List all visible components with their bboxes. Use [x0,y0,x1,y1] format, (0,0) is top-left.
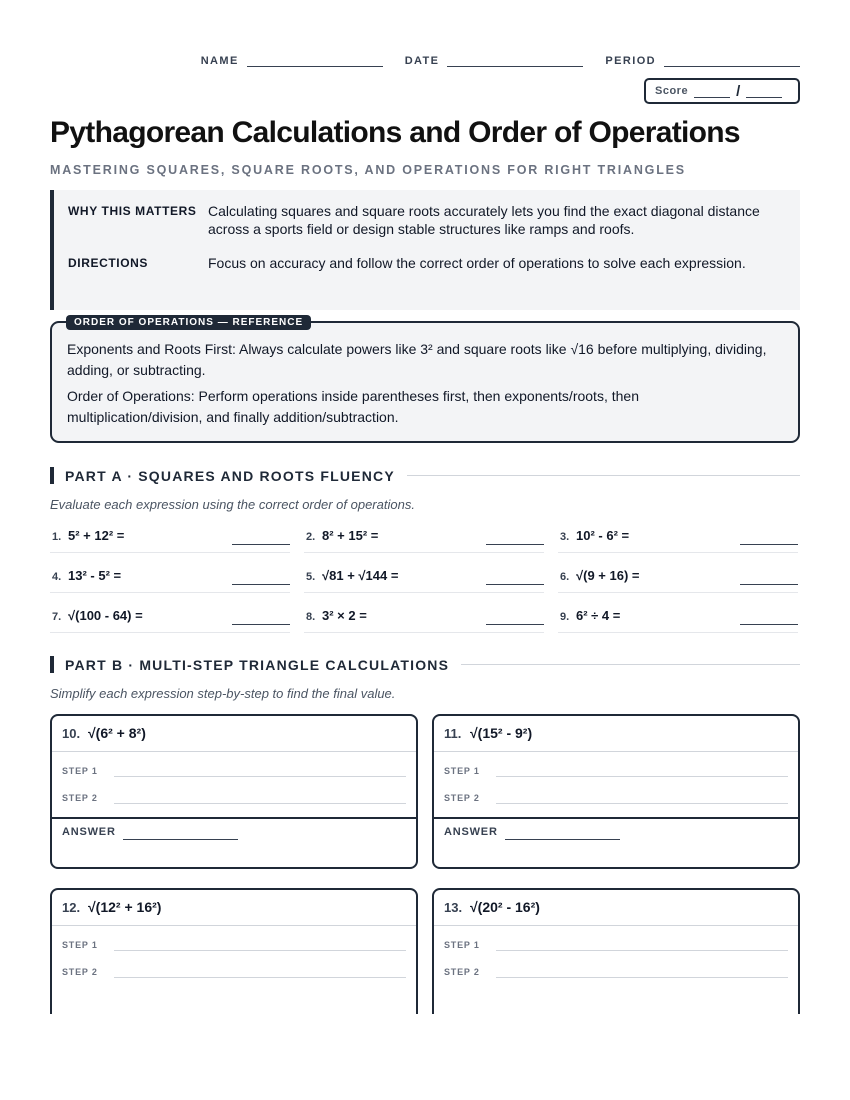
why-text: Calculating squares and square roots accurately lets you find the exact diagonal distance across a sports field or design stable structures like ramps and roofs. [208,203,760,237]
problem-number: 4. [52,571,62,583]
problem-number: 7. [52,611,62,623]
step-label: STEP 2 [62,793,98,803]
step-2-blank[interactable] [114,803,406,804]
card-header [434,716,798,752]
card-number: 10. [62,726,81,741]
step-2-row [62,791,406,807]
answer-blank[interactable] [740,544,798,545]
reference-paragraph-2: Order of Operations: Perform operations inside parentheses first, then exponents/roots, then multiplication/division, and finally addition/subtraction. [67,388,639,425]
problem-card [432,714,800,869]
answer-blank[interactable] [486,584,544,585]
period-blank[interactable] [664,52,800,67]
card-expression: √(15² - 9²) [470,725,533,741]
card-number: 13. [444,900,463,915]
problem-number: 9. [560,611,570,623]
card-expression: √(6² + 8²) [88,725,146,741]
problem-expression: 13² - 5² = [68,568,122,583]
problem-expression: √(9 + 16) = [576,568,640,583]
step-1-blank[interactable] [114,776,406,777]
score-label: Score [655,85,689,97]
name-blank[interactable] [247,52,383,67]
problem-number: 1. [52,531,62,543]
page-subtitle: MASTERING SQUARES, SQUARE ROOTS, AND OPERATIONS FOR RIGHT TRIANGLES [50,163,686,177]
answer-blank[interactable] [232,624,290,625]
step-label: STEP 2 [444,793,480,803]
directions-label: DIRECTIONS [68,256,149,270]
card-expression: √(12² + 16²) [88,899,162,915]
answer-row [434,817,798,869]
score-earned-blank[interactable] [694,85,730,98]
part-a-header [50,467,800,484]
student-info-fields [201,52,800,67]
problem-item [304,600,544,633]
section-bar [50,467,54,484]
step-label: STEP 1 [62,940,98,950]
problem-item [304,520,544,553]
score-slash: / [736,82,741,100]
step-label: STEP 1 [444,766,480,776]
step-1-blank[interactable] [496,950,788,951]
card-number: 12. [62,900,81,915]
card-header [52,716,416,752]
problem-expression: 6² ÷ 4 = [576,608,621,623]
part-b-instructions: Simplify each expression step-by-step to find the final value. [50,686,396,701]
period-label: PERIOD [605,55,656,67]
problem-item [558,520,798,553]
name-label: NAME [200,55,239,67]
problem-expression: 8² + 15² = [322,528,379,543]
reference-box [50,317,800,443]
answer-blank[interactable] [232,584,290,585]
directions-row [68,254,768,272]
problem-expression: 10² - 6² = [576,528,630,543]
problem-number: 6. [560,571,570,583]
problem-card [50,714,418,869]
problem-item [50,600,290,633]
step-2-blank[interactable] [114,977,406,978]
reference-tag: ORDER OF OPERATIONS — REFERENCE [66,315,311,330]
info-box [50,190,800,310]
step-2-row [444,965,788,981]
section-bar [50,656,54,673]
date-blank[interactable] [447,52,583,67]
step-1-row [444,938,788,954]
step-1-row [444,764,788,780]
step-1-row [62,764,406,780]
step-2-row [444,791,788,807]
date-label: DATE [404,55,440,67]
problem-item [50,520,290,553]
card-header [434,890,798,926]
date-field [405,52,584,67]
answer-row [52,817,416,869]
answer-label: ANSWER [62,826,116,838]
answer-blank[interactable] [740,624,798,625]
step-2-blank[interactable] [496,977,788,978]
period-field [605,52,800,67]
problem-expression: 3² × 2 = [322,608,367,623]
directions-text: Focus on accuracy and follow the correct order of operations to solve each expression. [208,255,746,271]
answer-blank[interactable] [486,624,544,625]
problem-number: 5. [306,571,316,583]
page-title: Pythagorean Calculations and Order of Operations [50,116,740,149]
score-box [644,78,800,104]
why-label: WHY THIS MATTERS [68,204,197,218]
part-a-title: PART A · SQUARES AND ROOTS FLUENCY [65,467,395,484]
problem-item [304,560,544,593]
step-2-blank[interactable] [496,803,788,804]
step-label: STEP 2 [62,967,98,977]
problem-number: 2. [306,531,316,543]
card-expression: √(20² - 16²) [470,899,540,915]
step-2-row [62,965,406,981]
step-label: STEP 2 [444,967,480,977]
step-1-blank[interactable] [114,950,406,951]
step-label: STEP 1 [444,940,480,950]
problem-expression: 5² + 12² = [68,528,125,543]
section-rule [407,475,800,476]
card-header [52,890,416,926]
part-b-header [50,656,800,673]
reference-paragraph-1: Exponents and Roots First: Always calculate powers like 3² and square roots like √16 before multiplying, dividing, adding, or subtracting. [67,341,767,378]
answer-blank[interactable] [123,839,238,840]
why-row [68,202,768,238]
answer-blank[interactable] [740,584,798,585]
step-1-blank[interactable] [496,776,788,777]
part-b-title: PART B · MULTI-STEP TRIANGLE CALCULATIONS [65,656,450,673]
part-a-instructions: Evaluate each expression using the correct order of operations. [50,497,415,512]
problem-expression: √81 + √144 = [322,568,399,583]
problem-item [558,600,798,633]
answer-blank[interactable] [486,544,544,545]
section-rule [461,664,800,665]
problem-item [50,560,290,593]
problem-expression: √(100 - 64) = [68,608,143,623]
step-1-row [62,938,406,954]
page-bottom-margin [0,1014,850,1100]
name-field [201,52,383,67]
score-total-blank[interactable] [746,85,782,98]
answer-label: ANSWER [444,826,498,838]
card-number: 11. [444,726,462,741]
step-label: STEP 1 [62,766,98,776]
answer-blank[interactable] [505,839,620,840]
problem-number: 3. [560,531,570,543]
problem-number: 8. [306,611,316,623]
answer-blank[interactable] [232,544,290,545]
problem-item [558,560,798,593]
